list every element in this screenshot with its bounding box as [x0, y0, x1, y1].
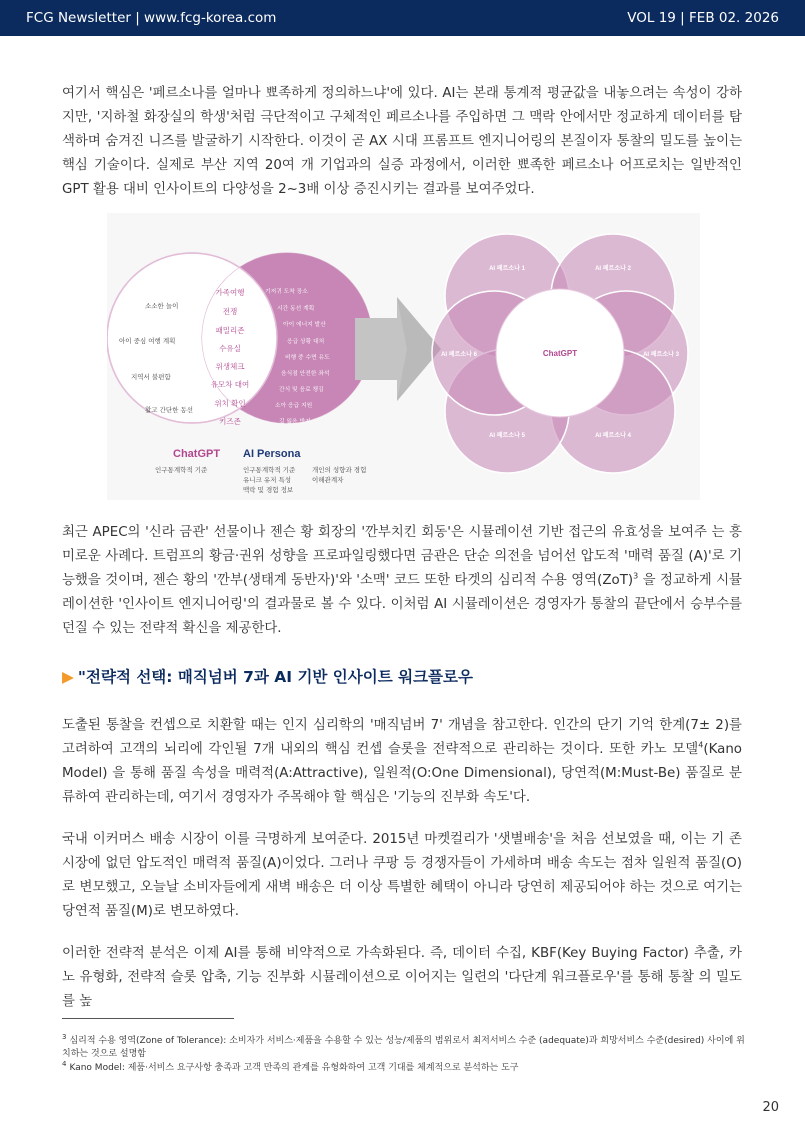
petal-3: AI 페르소나 3 [643, 352, 679, 358]
petal-4: AI 페르소나 4 [595, 433, 631, 439]
persona-item-3: 아이 에너지 발산 [283, 322, 326, 328]
persona-diagram [107, 213, 700, 500]
persona-figure [107, 213, 700, 500]
paragraph-1: 여기서 핵심은 '페르소나를 얼마나 뾰족하게 정의하느냐'에 있다. AI는 본래 통계적 평균값을 내놓으려는 속성이 강하지만, '지하철 화장실의 학생'처럼 극단적이고 구체적인 페르소나를 주입하면 그 맥락 안에서만 정교하게 데이터를 탐색하며 숨겨진 니즈를 발굴하기 시작한다. 이것이 곧 AX 시대 프롬프트 엔지니어링의 본질이자 통찰의 밀도를 높이는 핵심 기술이다. 실제로 부산 지역 20여 개 기업과의 실증 과정에서, 이러한 뾰족한 페르소나 어프로치는 일반적인 GPT 활용 대비 인사이트의 다양성을 2~3배 이상 증진시키는 결과를 보여주었다. [62, 86, 742, 197]
persona-label: AI Persona [243, 448, 301, 460]
center-item-1: 가족여행 [215, 288, 245, 297]
flower-center-label: ChatGPT [542, 349, 578, 358]
page-header [0, 0, 805, 36]
issue-info: VOL 19 | FEB 02. 2026 [627, 10, 779, 26]
center-item-5: 위생체크 [215, 362, 245, 371]
center-item-6: 유모차 대여 [210, 380, 250, 389]
persona-flower [432, 234, 688, 473]
persona-desc-1c: 맥락 및 경험 정보 [243, 486, 294, 494]
center-item-7: 위치 확인 [214, 399, 246, 408]
newsletter-title: FCG Newsletter | www.fcg-korea.com [26, 10, 277, 26]
left-item-3: 지역서 불편함 [131, 373, 171, 381]
left-item-2: 아이 중심 여행 계획 [119, 337, 176, 345]
center-item-3: 패밀리존 [215, 326, 245, 335]
chatgpt-desc: 인구통계학적 기준 [155, 466, 208, 474]
petal-5: AI 페르소나 5 [489, 433, 525, 439]
footnote-3: $^3$ 심리적 수용 영역(Zone of Tolerance): 소비자가 서비스·제품을 수용할 수 있는 성능/제품의 범위로서 최저서비스 수준 (adequate)과 희망서비스 수준(desired) 사이에 위치하는 것으로 설명함 [62, 1033, 745, 1059]
center-item-4: 수유실 [219, 344, 241, 353]
paragraph-2: 최근 APEC의 '신라 금관' 선물이나 젠슨 황 회장의 '깐부치킨 회동'은 시뮬레이션 기반 접근의 유효성을 보여주 는 흥미로운 사례다. 트럼프의 황금·권위 성향을 프로파일링했다면 금관은 단순 의전을 넘어선 압도적 '매력 품질 (A)'로 기능했을 것이며, 젠슨 황의 '깐부(생태계 동반자)'와 '소맥' 코드 또한 타겟의 심리적 수용 영역(ZoT)$^3$ 을 정교하게 시뮬레이션한 '인사이트 엔지니어링'의 결과물로 볼 수 있다. 이처럼 AI 시뮬레이션은 경영자가 통찰의 끝단에서 승부수를 던질 수 있는 전략적 확신을 제공한다. [62, 525, 742, 636]
persona-item-1: 기저귀 도착 장소 [265, 289, 308, 295]
center-item-8: 키즈존 [219, 417, 241, 426]
persona-item-9: 길 잃음 방지 [279, 419, 311, 425]
persona-item-5: 비행 중 수면 유도 [285, 355, 330, 361]
petal-1: AI 페르소나 1 [489, 266, 525, 272]
triangle-icon: ▶ [62, 668, 74, 686]
petal-2: AI 페르소나 2 [595, 266, 631, 272]
persona-item-8: 소아 응급 지원 [275, 403, 313, 409]
paragraph-4: 국내 이커머스 배송 시장이 이를 극명하게 보여준다. 2015년 마켓컬리가 '샛별배송'을 처음 선보였을 때, 이는 기 존 시장에 없던 압도적인 매력적 품질(A)이었다. 그러나 쿠팡 등 경쟁자들이 가세하며 배송 속도는 점차 일원적 품질(O)로 변모했고, 오늘날 소비자들에게 새벽 배송은 더 이상 특별한 혜택이 아니라 당연히 제공되어야 하는 것으로 여기는 당연적 품질(M)로 변모하였다. [62, 832, 742, 919]
paragraph-5: 이러한 전략적 분석은 이제 AI를 통해 비약적으로 가속화된다. 즉, 데이터 수집, KBF(Key Buying Factor) 추출, 카노 유형화, 전략적 슬롯 압축, 기능 진부화 시뮬레이션으로 이어지는 일련의 '다단계 워크플로우'를 통해 통찰 의 밀도를 높 [62, 946, 742, 1009]
paragraph-3: 도출된 통찰을 컨셉으로 치환할 때는 인지 심리학의 '매직넘버 7' 개념을 참고한다. 인간의 단기 기억 한계(7± 2)를 고려하여 고객의 뇌리에 각인될 7개 내외의 핵심 컨셉 슬롯을 전략적으로 관리하는 것이다. 또한 카노 모델$^4$(Kano Model) 을 통해 품질 속성을 매력적(A:Attractive), 일원적(O:One Dimensional), 당연적(M:Must-Be) 품질로 분류하여 관리하는데, 여기서 경영자가 주목해야 할 핵심은 '기능의 진부화 속도'다. [62, 718, 742, 805]
persona-desc-2b: 이해관계자 [312, 476, 344, 484]
footnote-4: $^4$ Kano Model: 제품·서비스 요구사항 충족과 고객 만족의 관계를 유형화하여 고객 기대를 체계적으로 분석하는 도구 [62, 1060, 519, 1073]
persona-desc-1a: 인구통계학적 기준 [243, 466, 296, 474]
chatgpt-label: ChatGPT [173, 448, 221, 460]
persona-desc-1b: 유니크 유저 특성 [243, 476, 292, 484]
footnote-divider [62, 1018, 234, 1019]
persona-item-4: 응급 상황 대처 [287, 339, 325, 345]
section-heading [62, 665, 473, 687]
left-item-4: 활고 간단한 동선 [145, 406, 194, 414]
page-number: 20 [762, 1100, 779, 1115]
persona-item-7: 간식 및 음료 챙김 [279, 387, 324, 393]
left-item-1: 소소한 놀이 [145, 302, 179, 310]
section-title: "전략적 선택: 매직넘버 7과 AI 기반 인사이트 워크플로우 [77, 668, 473, 686]
center-item-2: 전쟁 [222, 307, 238, 316]
persona-desc-2a: 개인의 성향과 경험 [312, 466, 367, 474]
persona-item-2: 시간 동선 계획 [277, 306, 315, 312]
petal-6: AI 페르소나 6 [441, 352, 477, 358]
persona-item-6: 음식점 안전한 좌석 [281, 371, 330, 377]
